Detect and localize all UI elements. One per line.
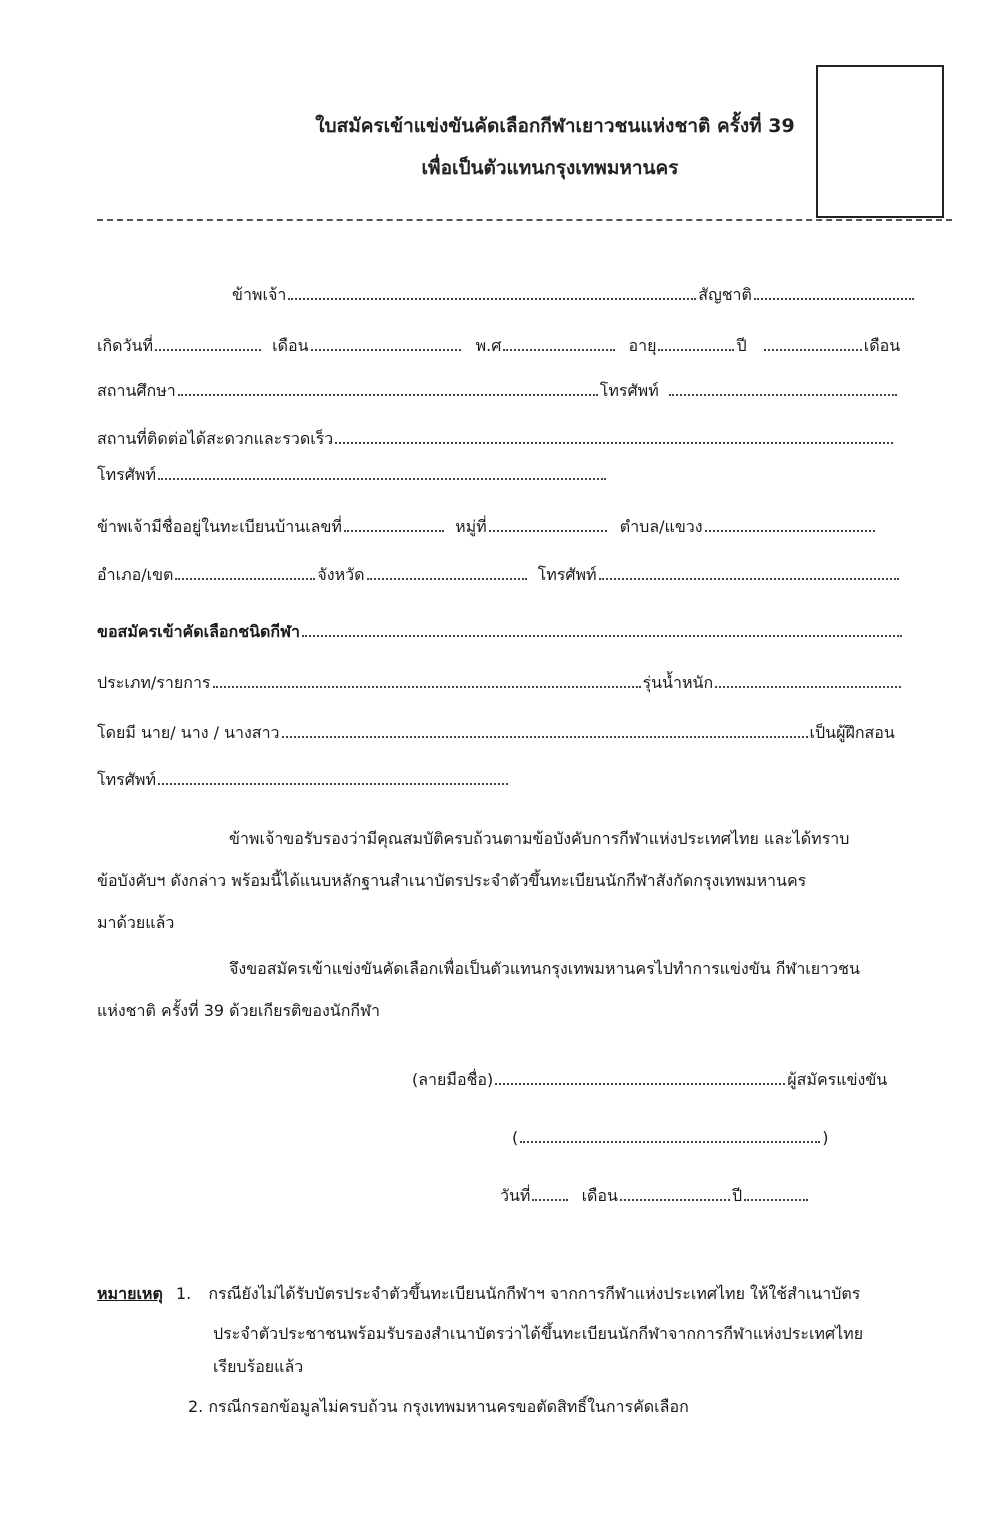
coach-suffix: เป็นผู้ฝึกสอน bbox=[809, 723, 895, 742]
declaration-line: ข้อบังคับฯ ดังกล่าว พร้อมนี้ได้แนบหลักฐานสำเนาบัตรประจำตัวขึ้นทะเบียนนักกีฬาสังกัดกรุงเทพมหานคร bbox=[97, 871, 807, 890]
weight-label: รุ่นน้ำหนัก bbox=[642, 673, 714, 692]
form-title: ใบสมัครเข้าแข่งขันคัดเลือกกีฬาเยาวชนแห่งชาติ ครั้งที่ 39 bbox=[315, 115, 795, 137]
declaration-line: มาด้วยแล้ว bbox=[97, 913, 175, 932]
school-label: สถานศึกษา bbox=[97, 381, 176, 400]
notes-item-2: 2. กรณีกรอกข้อมูลไม่ครบถ้วน กรุงเทพมหานครขอตัดสิทธิ์ในการคัดเลือก bbox=[188, 1397, 689, 1416]
notes-heading: หมายเหตุ bbox=[97, 1284, 163, 1303]
weight-field[interactable] bbox=[715, 672, 901, 688]
birth-day-field[interactable] bbox=[155, 335, 261, 351]
row-contact-phone bbox=[97, 464, 608, 485]
row-name bbox=[232, 284, 916, 305]
signature-field[interactable] bbox=[495, 1069, 785, 1085]
category-field[interactable] bbox=[213, 672, 641, 688]
signature-suffix: ผู้สมัครแข่งขัน bbox=[787, 1070, 888, 1089]
contact-phone-field[interactable] bbox=[158, 464, 606, 480]
notes-item-1-line: กรณียังไม่ได้รับบัตรประจำตัวขึ้นทะเบียนนักกีฬาฯ จากการกีฬาแห่งประเทศไทย ให้ใช้สำเนาบัตร bbox=[208, 1284, 861, 1303]
tambon-label: ตำบล/แขวง bbox=[619, 517, 703, 536]
row-address bbox=[97, 516, 877, 537]
amphoe-field[interactable] bbox=[175, 564, 315, 580]
school-phone-label: โทรศัพท์ bbox=[599, 381, 659, 400]
age-label: อายุ bbox=[628, 336, 657, 355]
birth-day-label: เกิดวันที่ bbox=[97, 336, 154, 355]
coach-phone-field[interactable] bbox=[158, 769, 508, 785]
moo-field[interactable] bbox=[489, 516, 607, 532]
house-no-label: ข้าพเจ้ามีชื่ออยู่ในทะเบียนบ้านเลขที่ bbox=[97, 517, 342, 536]
month-label: เดือน bbox=[863, 336, 901, 355]
row-coach bbox=[97, 722, 895, 743]
row-contact bbox=[97, 428, 895, 449]
declaration-paragraph-1 bbox=[97, 818, 957, 944]
printed-name-row bbox=[512, 1127, 829, 1148]
name-label: ข้าพเจ้า bbox=[232, 285, 287, 304]
coach-field[interactable] bbox=[282, 722, 808, 738]
row-coach-phone bbox=[97, 769, 510, 790]
sport-label: ขอสมัครเข้าคัดเลือกชนิดกีฬา bbox=[97, 622, 301, 641]
notes-item-1-line: เรียบร้อยแล้ว bbox=[213, 1357, 304, 1376]
house-no-field[interactable] bbox=[344, 516, 444, 532]
declaration-line: แห่งชาติ ครั้งที่ 39 ด้วยเกียรติของนักกีฬา bbox=[97, 1001, 381, 1020]
row-birth bbox=[97, 335, 900, 356]
province-label: จังหวัด bbox=[317, 565, 365, 584]
birth-month-label: เดือน bbox=[272, 336, 309, 355]
row-category bbox=[97, 672, 903, 693]
school-phone-field[interactable] bbox=[669, 380, 897, 396]
date-year-field[interactable] bbox=[744, 1185, 808, 1201]
header-separator bbox=[97, 219, 952, 221]
photo-box bbox=[816, 65, 944, 218]
birth-year-field[interactable] bbox=[503, 335, 615, 351]
nationality-field[interactable] bbox=[754, 284, 914, 300]
row-school bbox=[97, 380, 899, 401]
coach-phone-label: โทรศัพท์ bbox=[97, 770, 156, 789]
contact-label: สถานที่ติดต่อได้สะดวกและรวดเร็ว bbox=[97, 429, 334, 448]
date-month-label: เดือน bbox=[581, 1186, 618, 1205]
name-field[interactable] bbox=[288, 284, 696, 300]
signature-row bbox=[412, 1069, 887, 1090]
notes-item-1-line: ประจำตัวประชาชนพร้อมรับรองสำเนาบัตรว่าได้ขึ้นทะเบียนนักกีฬาจากการกีฬาแห่งประเทศไทย bbox=[213, 1324, 864, 1343]
notes-item-1-row bbox=[97, 1284, 860, 1304]
coach-label: โดยมี นาย/ นาง / นางสาว bbox=[97, 723, 280, 742]
date-row bbox=[500, 1185, 810, 1206]
category-label: ประเภท/รายการ bbox=[97, 673, 211, 692]
signature-label: (ลายมือชื่อ) bbox=[412, 1070, 494, 1089]
amphoe-label: อำเภอ/เขต bbox=[97, 565, 174, 584]
birth-month-field[interactable] bbox=[311, 335, 461, 351]
row-district bbox=[97, 564, 901, 585]
nationality-label: สัญชาติ bbox=[698, 285, 752, 304]
declaration-line: ข้าพเจ้าขอรับรองว่ามีคุณสมบัติครบถ้วนตามข้อบังคับการกีฬาแห่งประเทศไทย และได้ทราบ bbox=[229, 829, 850, 848]
paren-close: ) bbox=[822, 1128, 829, 1147]
age-month-field[interactable] bbox=[764, 335, 862, 351]
tambon-field[interactable] bbox=[705, 516, 875, 532]
declaration-line: จึงขอสมัครเข้าแข่งขันคัดเลือกเพื่อเป็นตัวแทนกรุงเทพมหานครไปทำการแข่งขัน กีฬาเยาวชน bbox=[229, 959, 860, 978]
province-field[interactable] bbox=[367, 564, 527, 580]
date-day-field[interactable] bbox=[532, 1185, 568, 1201]
contact-field[interactable] bbox=[335, 428, 893, 444]
date-year-label: ปี bbox=[731, 1186, 743, 1205]
birth-year-label: พ.ศ bbox=[475, 336, 502, 355]
age-field[interactable] bbox=[658, 335, 734, 351]
year-label: ปี bbox=[736, 336, 747, 355]
declaration-paragraph-2 bbox=[97, 948, 957, 1032]
school-field[interactable] bbox=[178, 380, 598, 396]
sport-field[interactable] bbox=[302, 621, 902, 637]
moo-label: หมู่ที่ bbox=[455, 517, 487, 536]
row-sport bbox=[97, 621, 904, 642]
district-phone-label: โทรศัพท์ bbox=[537, 565, 597, 584]
notes-item-1-number: 1. bbox=[175, 1284, 192, 1303]
paren-open: ( bbox=[512, 1128, 519, 1147]
printed-name-field[interactable] bbox=[520, 1127, 820, 1143]
date-month-field[interactable] bbox=[620, 1185, 730, 1201]
form-subtitle: เพื่อเป็นตัวแทนกรุงเทพมหานคร bbox=[421, 157, 679, 179]
district-phone-field[interactable] bbox=[599, 564, 899, 580]
date-day-label: วันที่ bbox=[500, 1186, 531, 1205]
contact-phone-label: โทรศัพท์ bbox=[97, 465, 156, 484]
